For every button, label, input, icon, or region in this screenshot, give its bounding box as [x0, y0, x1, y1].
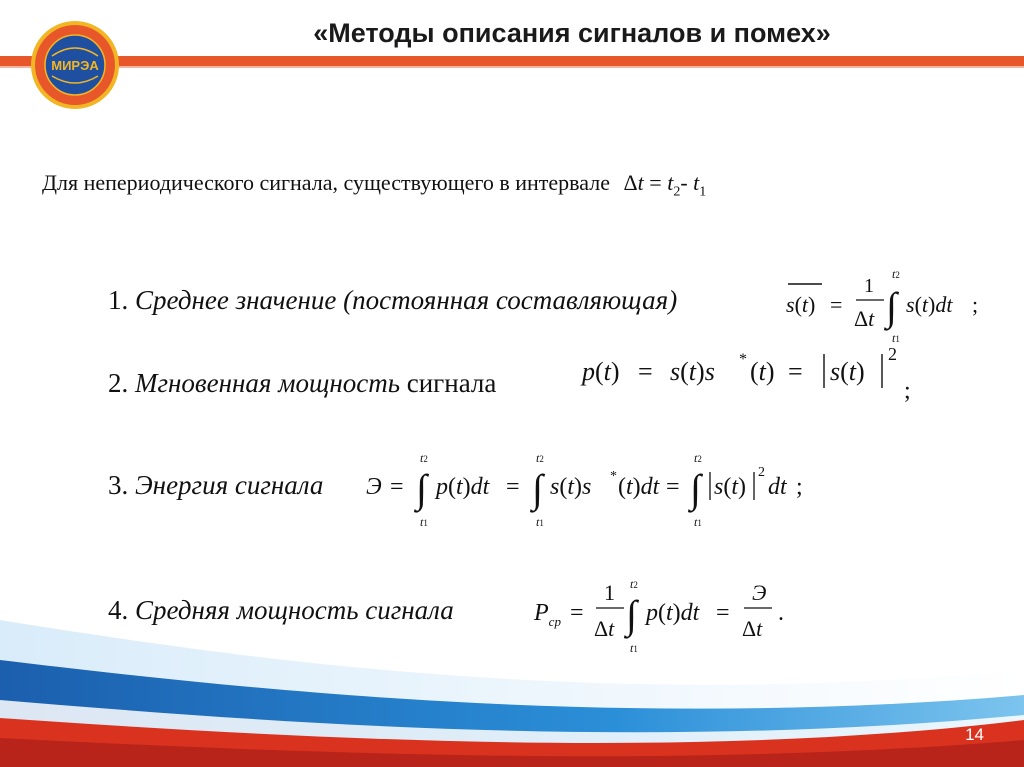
svg-text:=: =	[830, 292, 843, 317]
svg-text:=: =	[390, 474, 404, 500]
intro-formula: $\Delta t = t_2-$ $t_1$	[623, 170, 707, 200]
svg-text:Э: Э	[752, 580, 767, 605]
svg-text:=: =	[716, 600, 730, 626]
item-label: Среднее значение (постоянная составляющая)	[135, 285, 678, 315]
header-accent-bar	[0, 54, 1024, 68]
slide-title: «Методы описания сигналов и помех»	[313, 18, 831, 48]
svg-text:t1: t1	[420, 515, 428, 529]
svg-text:2: 2	[758, 465, 765, 480]
item-1	[108, 285, 677, 316]
item-label: Средняя мощность сигнала	[135, 595, 454, 625]
svg-text:;: ;	[904, 378, 911, 404]
svg-text:(t)dt: (t)dt	[618, 474, 660, 500]
bottom-wave-decoration	[0, 600, 1024, 767]
svg-text:s(t): s(t)	[714, 474, 747, 500]
svg-text:=: =	[570, 600, 584, 626]
svg-text:=: =	[666, 474, 680, 500]
svg-text:∫: ∫	[690, 466, 701, 511]
svg-text:t2: t2	[536, 451, 544, 465]
svg-text:(t): (t)	[750, 357, 775, 386]
svg-text:=: =	[638, 357, 653, 386]
svg-text:s(t)s: s(t)s	[670, 357, 715, 386]
svg-text:1: 1	[864, 275, 874, 297]
intro-sentence: Для непериодического сигнала, существующего в интервале	[42, 170, 610, 195]
item-2	[108, 368, 496, 399]
item-number: 1.	[108, 285, 129, 315]
svg-text:p(t)dt: p(t)dt	[646, 600, 700, 626]
svg-text:∫: ∫	[626, 592, 637, 637]
svg-text:=: =	[788, 357, 803, 386]
svg-text:t2: t2	[892, 267, 900, 281]
svg-text:t1: t1	[536, 515, 544, 529]
formula-instant-power	[576, 340, 921, 408]
svg-text:Э: Э	[366, 474, 382, 500]
svg-text:Δt: Δt	[594, 616, 615, 641]
svg-text:s(t): s(t)	[830, 357, 865, 386]
svg-text:=: =	[506, 474, 520, 500]
svg-text:t2: t2	[630, 577, 638, 591]
svg-text:1: 1	[604, 580, 615, 605]
svg-text:*: *	[610, 469, 617, 484]
item-3	[108, 470, 323, 501]
svg-text:2: 2	[888, 344, 897, 364]
svg-text:s(t)s: s(t)s	[550, 474, 592, 500]
svg-text:.: .	[778, 600, 784, 626]
item-number: 2.	[108, 368, 129, 398]
svg-text:p(t)dt: p(t)dt	[436, 474, 490, 500]
mirea-logo	[30, 20, 120, 110]
svg-text:s(t): s(t)	[786, 292, 816, 317]
svg-text:Δt: Δt	[742, 616, 763, 641]
svg-text:*: *	[739, 351, 747, 368]
svg-text:∫: ∫	[416, 466, 427, 511]
svg-text:dt: dt	[768, 474, 787, 500]
svg-text:Pср: $P_{ср}$	[534, 600, 561, 629]
svg-text:∫: ∫	[886, 284, 897, 329]
page-number: 14	[965, 725, 984, 744]
svg-text:∫: ∫	[532, 466, 543, 511]
svg-text:t1: t1	[630, 641, 638, 655]
svg-text:t1: t1	[694, 515, 702, 529]
svg-text:;: ;	[972, 292, 979, 317]
svg-text:;: ;	[796, 474, 803, 500]
svg-text:t2: t2	[420, 451, 428, 465]
formula-energy	[364, 448, 814, 533]
svg-text:t2: t2	[694, 451, 702, 465]
svg-text:p(t): p(t)	[582, 357, 620, 386]
intro-text	[42, 170, 706, 200]
item-label: Энергия сигнала	[135, 470, 324, 500]
logo-text: МИРЭА	[51, 58, 99, 73]
item-number: 3.	[108, 470, 129, 500]
item-label-plain: сигнала	[406, 368, 497, 398]
item-number: 4.	[108, 595, 129, 625]
svg-text:s(t)dt: s(t)dt	[906, 292, 953, 317]
svg-text:Δt: Δt	[854, 306, 875, 331]
svg-text:t1: t1	[892, 331, 900, 345]
item-label: Мгновенная мощность	[135, 368, 400, 398]
formula-mean-value	[782, 268, 1007, 350]
